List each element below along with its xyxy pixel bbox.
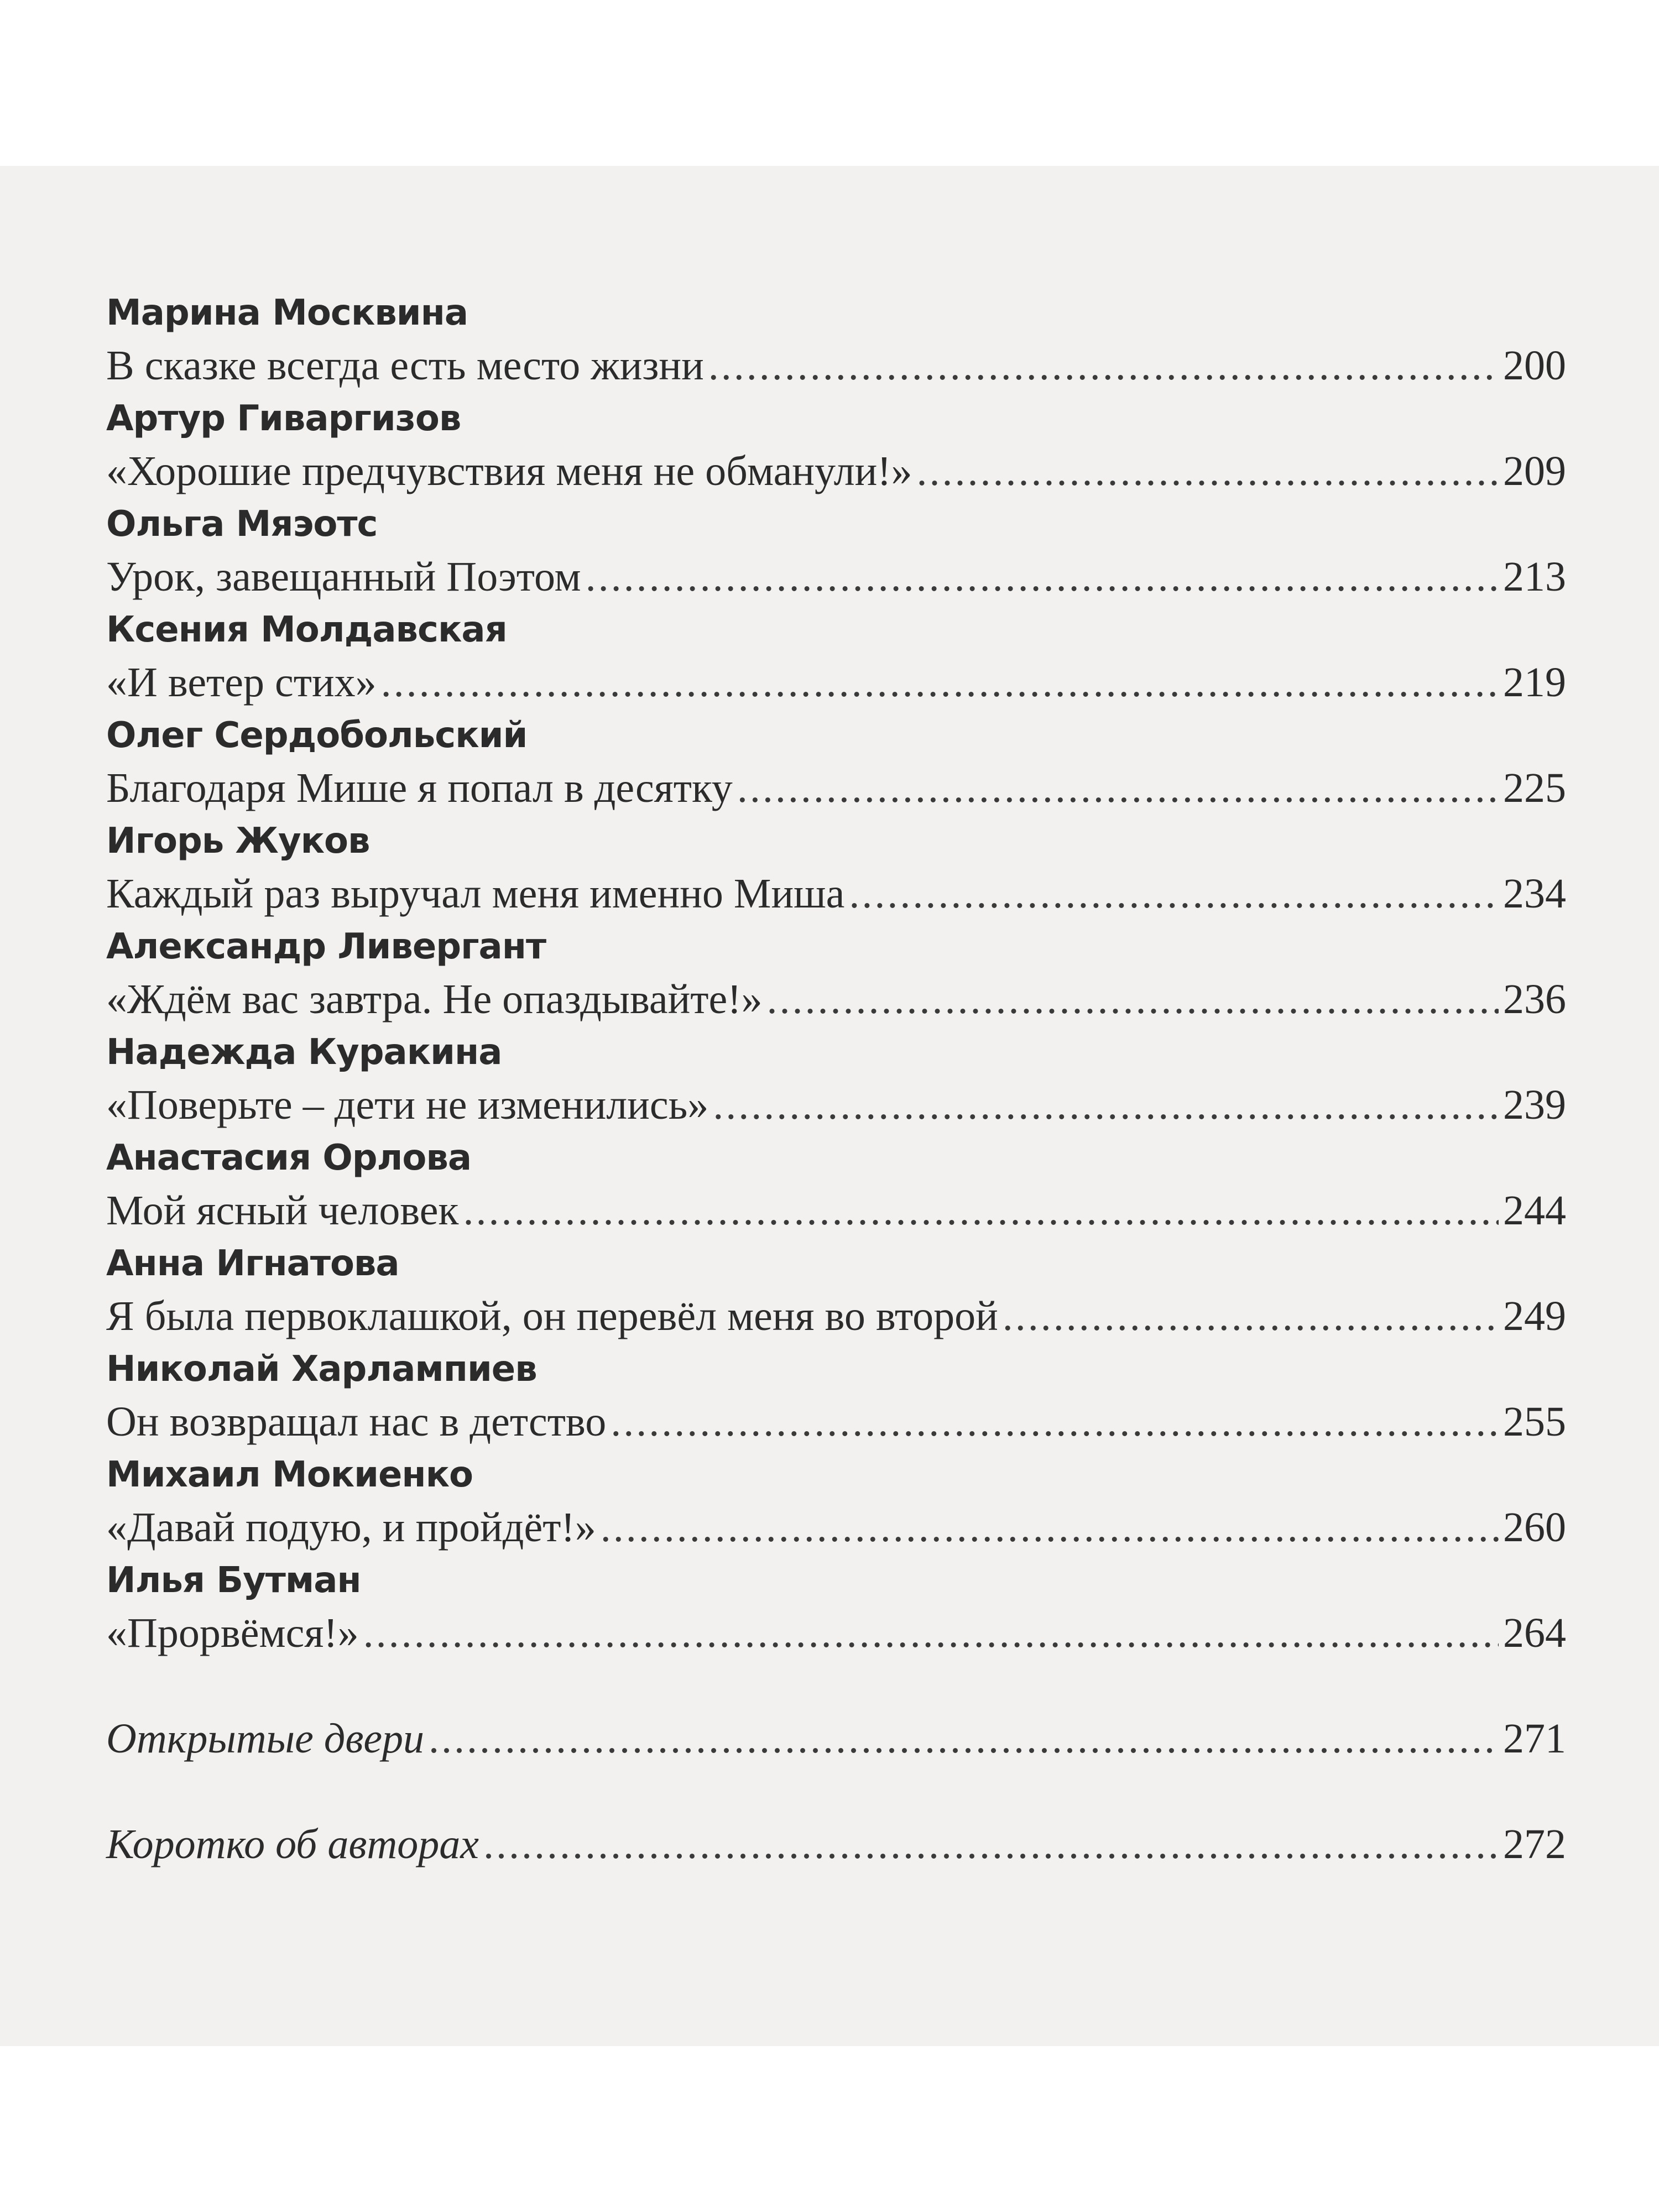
page-number: 225 — [1503, 765, 1566, 811]
toc-row — [106, 1395, 1566, 1448]
page-number: 260 — [1503, 1504, 1566, 1551]
dot-leader — [737, 761, 1499, 815]
toc-row — [106, 973, 1566, 1026]
dot-leader — [708, 339, 1499, 392]
page-number: 239 — [1503, 1082, 1566, 1128]
dot-leader — [429, 1712, 1499, 1765]
toc-row — [106, 339, 1566, 392]
entry-author: Николай Харлампиев — [106, 1349, 537, 1390]
entry-title: В сказке всегда есть место жизни — [106, 342, 704, 389]
page-number: 209 — [1503, 448, 1566, 494]
dot-leader — [363, 1606, 1499, 1660]
page-number: 219 — [1503, 659, 1566, 706]
entry-title: «Ждём вас завтра. Не опаздывайте!» — [106, 976, 763, 1022]
entry-title: Урок, завещанный Поэтом — [106, 554, 581, 600]
entry-author: Олег Сердобольский — [106, 715, 528, 756]
page-number: 234 — [1503, 870, 1566, 917]
entry-title: Благодаря Мише я попал в десятку — [106, 765, 733, 811]
dot-leader — [767, 973, 1499, 1026]
entry-title: «Поверьте – дети не изменились» — [106, 1082, 709, 1128]
section-gap — [106, 1660, 1566, 1712]
section-gap — [106, 1765, 1566, 1818]
dot-leader — [601, 1501, 1499, 1554]
entry-author: Артур Гиваргизов — [106, 398, 461, 439]
entry-author: Игорь Жуков — [106, 821, 370, 862]
entry-author: Ольга Мяэотс — [106, 504, 378, 545]
entry-author: Анна Игнатова — [106, 1243, 399, 1284]
entry-author: Марина Москвина — [106, 293, 468, 333]
entry-author: Александр Ливергант — [106, 926, 546, 967]
dot-leader — [381, 656, 1499, 709]
entry-title: «Прорвёмся!» — [106, 1610, 359, 1656]
toc-row — [106, 550, 1566, 603]
page-number: 213 — [1503, 554, 1566, 600]
toc-row — [106, 867, 1566, 920]
entry-author: Михаил Мокиенко — [106, 1454, 473, 1495]
page-number: 249 — [1503, 1293, 1566, 1339]
entry-title: «Давай подую, и пройдёт!» — [106, 1504, 596, 1551]
toc-row-section — [106, 1818, 1566, 1871]
entry-author: Ксения Молдавская — [106, 609, 507, 650]
entry-title: «Хорошие предчувствия меня не обманули!» — [106, 448, 912, 494]
toc-row-section — [106, 1712, 1566, 1765]
entry-title: Мой ясный человек — [106, 1187, 459, 1234]
toc-row — [106, 1184, 1566, 1237]
page-number: 264 — [1503, 1610, 1566, 1656]
entry-title: Каждый раз выручал меня именно Миша — [106, 870, 845, 917]
toc-row — [106, 1290, 1566, 1343]
toc-row — [106, 656, 1566, 709]
entry-title: Я была первоклашкой, он перевёл меня во второй — [106, 1293, 998, 1339]
dot-leader — [917, 445, 1499, 498]
book-page — [0, 166, 1659, 2046]
dot-leader — [586, 550, 1499, 603]
dot-leader — [463, 1184, 1499, 1237]
entry-author: Илья Бутман — [106, 1560, 361, 1601]
toc-row — [106, 761, 1566, 815]
dot-leader — [1003, 1290, 1499, 1343]
section-title: Открытые двери — [106, 1715, 425, 1762]
dot-leader — [483, 1818, 1499, 1871]
entry-author: Надежда Куракина — [106, 1032, 502, 1073]
table-of-contents — [106, 286, 1566, 1871]
dot-leader — [713, 1078, 1499, 1131]
page-number: 244 — [1503, 1187, 1566, 1234]
entry-author: Анастасия Орлова — [106, 1138, 472, 1178]
section-title: Коротко об авторах — [106, 1821, 479, 1867]
toc-row — [106, 1501, 1566, 1554]
entry-title: Он возвращал нас в детство — [106, 1399, 607, 1445]
page-number: 200 — [1503, 342, 1566, 389]
page-number: 255 — [1503, 1399, 1566, 1445]
toc-row — [106, 1606, 1566, 1660]
dot-leader — [849, 867, 1499, 920]
toc-row — [106, 445, 1566, 498]
page-number: 271 — [1503, 1715, 1566, 1762]
toc-row — [106, 1078, 1566, 1131]
page-number: 236 — [1503, 976, 1566, 1022]
entry-title: «И ветер стих» — [106, 659, 377, 706]
page-number: 272 — [1503, 1821, 1566, 1867]
dot-leader — [611, 1395, 1499, 1448]
